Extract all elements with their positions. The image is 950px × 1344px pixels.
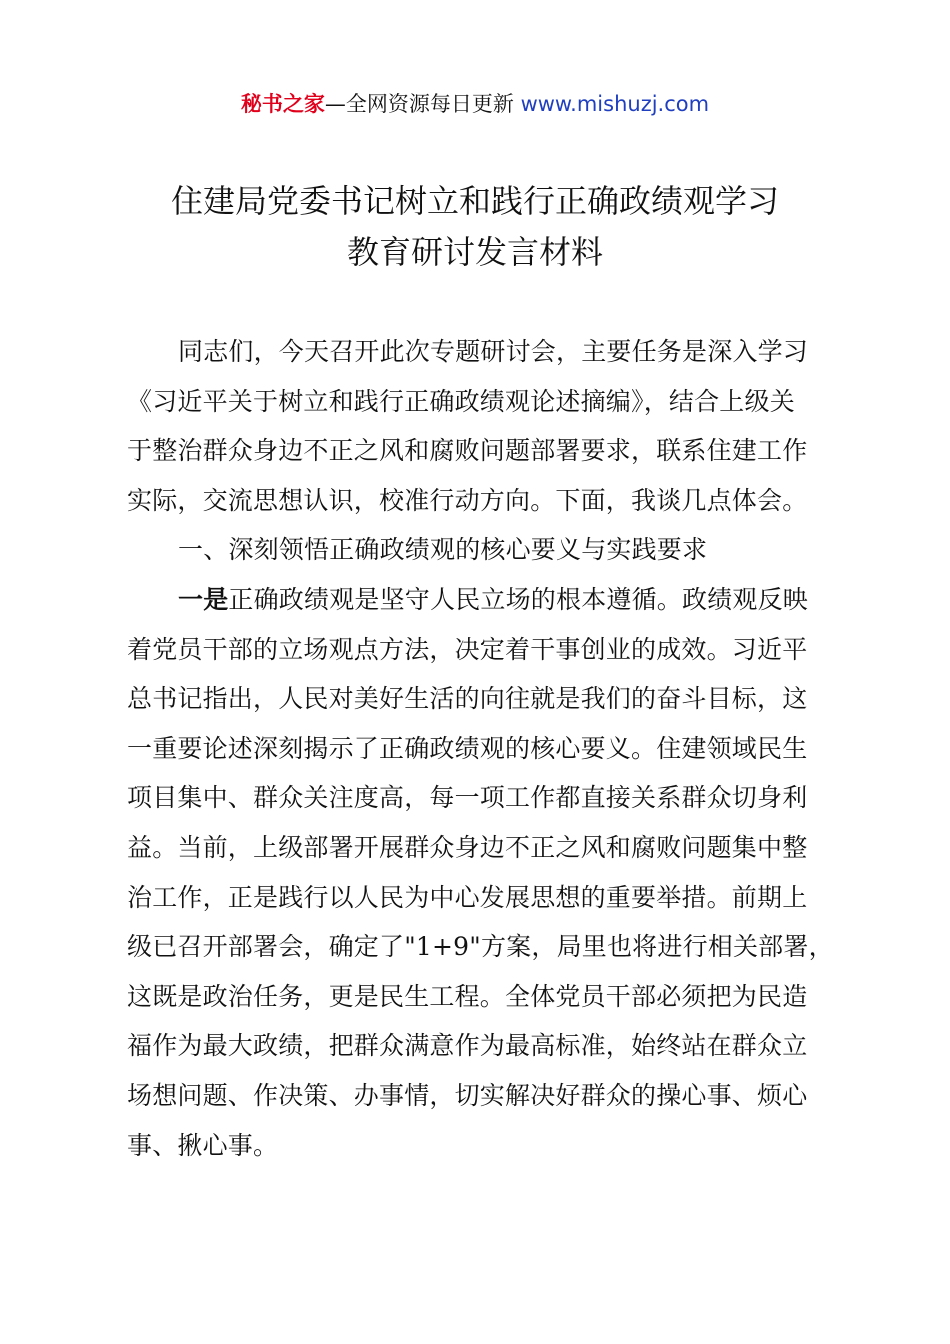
point-1-plan-line — [127, 922, 833, 972]
point-1-line: 益。当前，上级部署开展群众身边不正之风和腐败问题集中整 — [127, 832, 808, 862]
plan-line-pre: 级已召开部署会，确定了 — [127, 932, 405, 962]
plan-line-post: 方案，局里也将进行相关部署， — [480, 932, 834, 962]
intro-line-4: 实际，交流思想认识，校准行动方向。下面，我谈几点体会。 — [127, 485, 808, 515]
site-url-link[interactable]: www.mishuzj.com — [520, 92, 710, 116]
point-1-first-line-text: 正确政绩观是坚守人民立场的根本遵循。政绩观反映 — [228, 584, 809, 614]
point-1-line: 治工作，正是践行以人民为中心发展思想的重要举措。前期上 — [127, 882, 808, 912]
plan-code: "1+9" — [404, 932, 481, 962]
point-1-line: 项目集中、群众关注度高，每一项工作都直接关系群众切身利 — [127, 783, 808, 813]
title-line-1: 住建局党委书记树立和践行正确政绩观学习 — [170, 182, 779, 220]
section-heading-1: 一、深刻领悟正确政绩观的核心要义与实践要求 — [178, 535, 708, 565]
brand-name: 秘书之家 — [240, 92, 325, 116]
point-1-line: 事、揪心事。 — [127, 1130, 279, 1160]
document-title — [110, 176, 840, 278]
point-1-line: 着党员干部的立场观点方法，决定着干事创业的成效。习近平 — [127, 634, 808, 664]
point-1-lead: 一是 — [178, 584, 229, 614]
title-line-2: 教育研讨发言材料 — [346, 233, 603, 271]
intro-line-3: 于整治群众身边不正之风和腐败问题部署要求，联系住建工作 — [127, 436, 808, 466]
point-1-line: 总书记指出，人民对美好生活的向往就是我们的奋斗目标，这 — [127, 684, 808, 714]
point-1-first-line — [127, 575, 833, 625]
intro-line-1: 同志们，今天召开此次专题研讨会，主要任务是深入学习 — [178, 337, 809, 366]
point-1-line: 这既是政治任务，更是民生工程。全体党员干部必须把为民造 — [127, 981, 808, 1011]
intro-line-2: 《习近平关于树立和践行正确政绩观论述摘编》，结合上级关 — [127, 386, 795, 416]
header-slogan: —全网资源每日更新 — [324, 92, 514, 116]
document-body — [127, 327, 833, 1170]
point-1-line: 福作为最大政绩，把群众满意作为最高标准，始终站在群众立 — [127, 1031, 808, 1061]
point-1-line: 场想问题、作决策、办事情，切实解决好群众的操心事、烦心 — [127, 1080, 808, 1110]
site-header — [0, 88, 950, 120]
point-1-line: 一重要论述深刻揭示了正确政绩观的核心要义。住建领域民生 — [127, 733, 808, 763]
